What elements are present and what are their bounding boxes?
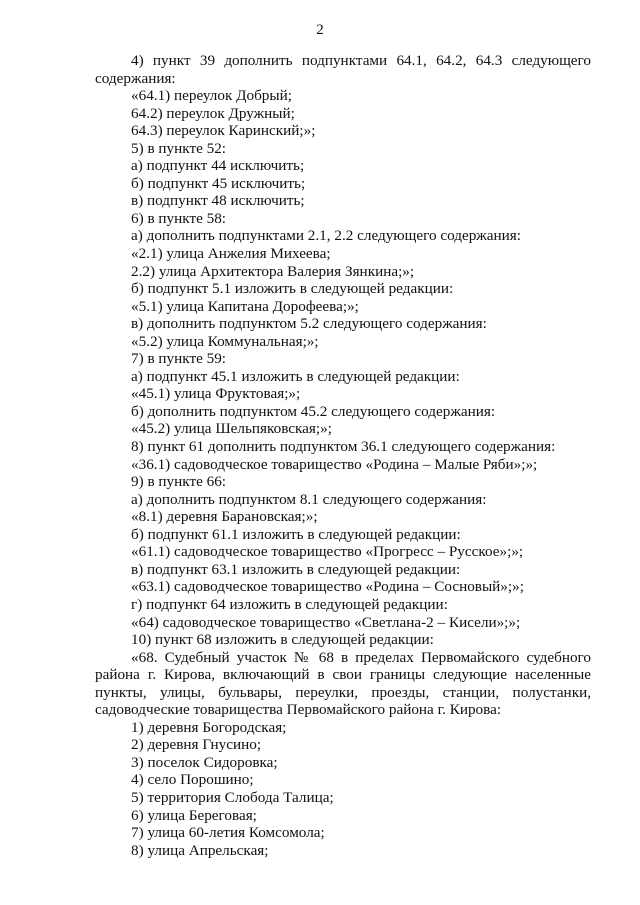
text-line: «36.1) садоводческое товарищество «Родина – Малые Ряби»;»; (131, 455, 538, 473)
text-line: б) дополнить подпунктом 45.2 следующего содержания: (131, 402, 496, 420)
text-line: «64.1) переулок Добрый; (131, 87, 292, 105)
text-line: б) подпункт 61.1 изложить в следующей редакции: (131, 525, 461, 543)
text-line: «45.2) улица Шельпяковская;»; (131, 420, 332, 438)
text-line: в) подпункт 63.1 изложить в следующей редакции: (131, 560, 461, 578)
text-line: б) подпункт 45 исключить; (131, 174, 306, 192)
text-line: «5.1) улица Капитана Дорофеева;»; (131, 297, 359, 315)
text-line: 64.3) переулок Каринский;»; (131, 122, 316, 140)
text-line: 4) село Порошино; (131, 771, 254, 789)
text-line: 64.2) переулок Дружный; (131, 104, 295, 122)
text-line: «5.2) улица Коммунальная;»; (131, 332, 319, 350)
text-line: 8) улица Апрельская; (131, 841, 269, 859)
text-line: в) подпункт 48 исключить; (131, 192, 305, 210)
text-line: 3) поселок Сидоровка; (131, 753, 278, 771)
text-line: 2) деревня Гнусино; (131, 736, 262, 754)
text-line: 10) пункт 68 изложить в следующей редакции: (131, 631, 434, 649)
text-line: в) дополнить подпунктом 5.2 следующего содержания: (131, 315, 487, 333)
text-line: 9) в пункте 66: (131, 473, 227, 491)
text-line: содержания: (95, 69, 176, 87)
text-line: «63.1) садоводческое товарищество «Родина – Сосновый»;»; (131, 578, 524, 596)
text-line: пункты, улицы, бульвары, переулки, проезды, станции, полустанки, (95, 683, 591, 701)
page-number: 2 (316, 22, 324, 38)
text-line: а) подпункт 45.1 изложить в следующей редакции: (131, 367, 460, 385)
text-line: 4) пункт 39 дополнить подпунктами 64.1, 64.2, 64.3 следующего (131, 52, 591, 69)
text-line: района г. Кирова, включающий в свои границы следующие населенные (95, 666, 591, 684)
text-line: а) дополнить подпунктом 8.1 следующего содержания: (131, 490, 487, 508)
text-line: 5) в пункте 52: (131, 139, 227, 157)
text-line: 7) улица 60-летия Комсомола; (131, 824, 325, 842)
text-line: 6) улица Береговая; (131, 806, 257, 824)
text-line: 7) в пункте 59: (131, 350, 227, 368)
text-line: а) подпункт 44 исключить; (131, 157, 305, 175)
text-line: 2.2) улица Архитектора Валерия Зянкина;»; (131, 262, 415, 280)
text-line: 8) пункт 61 дополнить подпунктом 36.1 следующего содержания: (131, 438, 556, 456)
text-line: г) подпункт 64 изложить в следующей редакции: (131, 595, 448, 613)
text-line: «8.1) деревня Барановская;»; (131, 508, 318, 526)
text-line: «61.1) садоводческое товарищество «Прогресс – Русское»;»; (131, 543, 524, 561)
text-line: 5) территория Слобода Талица; (131, 788, 334, 806)
text-line: б) подпункт 5.1 изложить в следующей редакции: (131, 280, 454, 298)
text-line: 1) деревня Богородская; (131, 718, 287, 736)
text-line: садоводческие товарищества Первомайского района г. Кирова: (95, 701, 502, 719)
text-line: «45.1) улица Фруктовая;»; (131, 385, 301, 403)
text-line: 6) в пункте 58: (131, 209, 227, 227)
text-line: «68. Судебный участок № 68 в пределах Первомайского судебного (131, 648, 591, 666)
text-line: а) дополнить подпунктами 2.1, 2.2 следующего содержания: (131, 227, 521, 245)
text-line: «2.1) улица Анжелия Михеева; (131, 245, 331, 263)
document-body (95, 52, 591, 859)
text-line: «64) садоводческое товарищество «Светлана-2 – Кисели»;»; (131, 613, 521, 631)
